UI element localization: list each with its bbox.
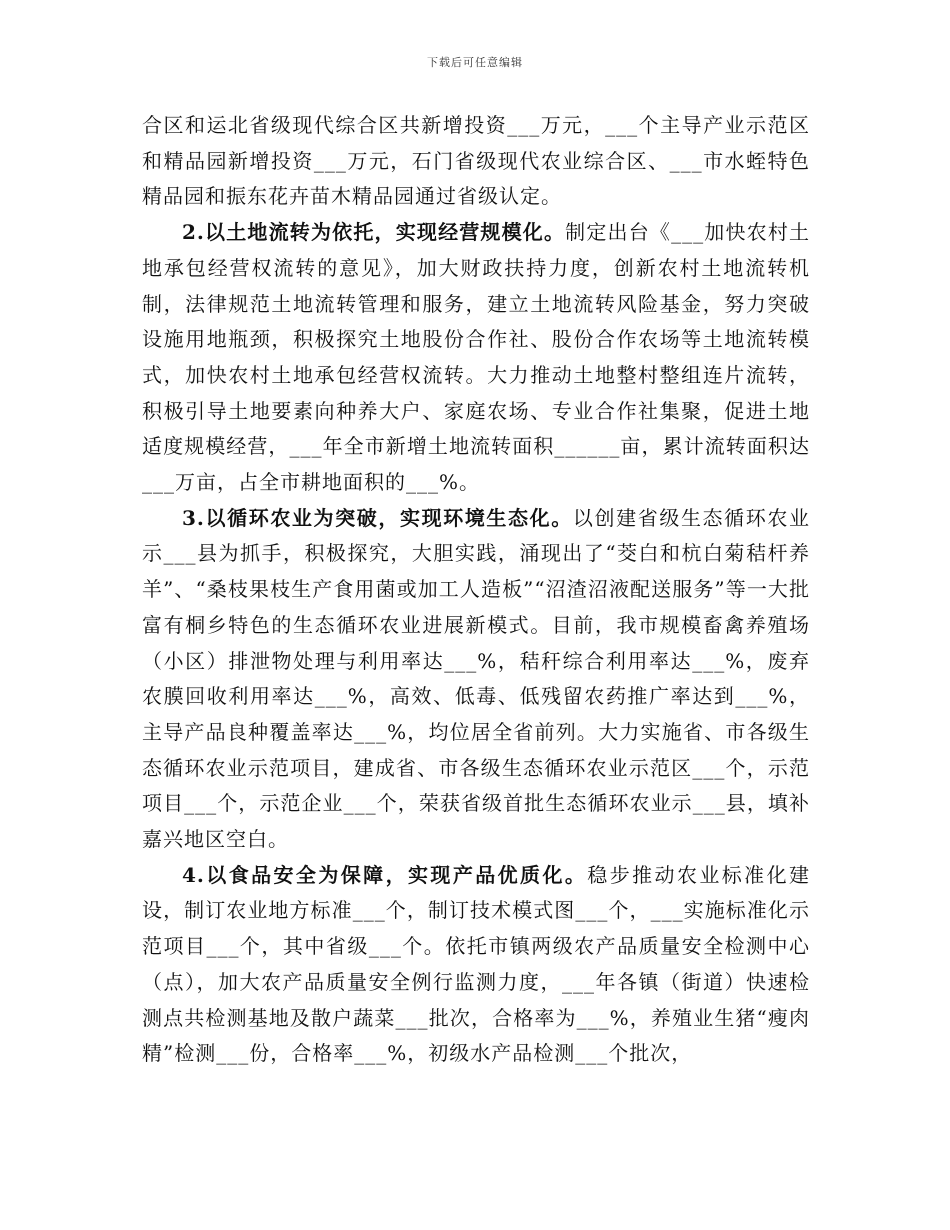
section-heading-land-transfer: 2.以土地流转为依托，实现经营规模化。 — [182, 220, 566, 245]
paragraph-text: 以创建省级生态循环农业示___县为抓手，积极探究，大胆实践，涌现出了“茭白和杭白菊秸杆养羊”、“桑枝果枝生产食用菌或加工人造板”“沼渣沼液配送服务”等一大批富有桐乡特色的生态循环农业进展新模式。目前，我市规模畜禽养殖场（小区）排泄物处理与利用率达___%，秸秆综合利用率达___%，废弃农膜回收利用率达___%，高效、低毒、低残留农药推广率达到___%，主导产品良种覆盖率达___%，均位居全省前列。大力实施省、市各级生态循环农业示范项目，建成省、市各级生态循环农业示范区___个，示范项目___个，示范企业___个，荣获省级首批生态循环农业示___县，填补嘉兴地区空白。 — [142, 505, 811, 852]
paragraph-continuation — [142, 108, 810, 215]
paragraph-food-safety — [142, 858, 810, 1072]
paragraph-land-transfer — [142, 215, 810, 501]
document-body — [142, 108, 810, 1072]
paragraph-text: 稳步推动农业标准化建设，制订农业地方标准___个，制订技术模式图___个，___实施标准化示范项目___个，其中省级___个。依托市镇两级农产品质量安全检测中心（点），加大农产品质量安全例行监测力度，___年各镇（街道）快速检测点共检测基地及散户蔬菜___批次，合格率为___%，养殖业生猪“瘦肉精”检测___份，合格率___%，初级水产品检测___个批次， — [142, 862, 810, 1066]
paragraph-text: 制定出台《___加快农村土地承包经营权流转的意见》，加大财政扶持力度，创新农村土地流转机制，法律规范土地流转管理和服务，建立土地流转风险基金，努力突破设施用地瓶颈，积极探究土地股份合作社、股份合作农场等土地流转模式，加快农村土地承包经营权流转。大力推动土地整村整组连片流转，积极引导土地要素向种养大户、家庭农场、专业合作社集聚，促进土地适度规模经营，___年全市新增土地流转面积______亩，累计流转面积达___万亩，占全市耕地面积的___%。 — [142, 220, 810, 495]
page-header: 下载后可任意编辑 — [427, 56, 523, 69]
paragraph-text: 合区和运北省级现代综合区共新增投资___万元，___个主导产业示范区和精品园新增投资___万元，石门省级现代农业综合区、___市水蛭特色精品园和振东花卉苗木精品园通过省级认定。 — [142, 113, 810, 209]
section-heading-food-safety: 4.以食品安全为保障，实现产品优质化。 — [182, 862, 588, 887]
paragraph-circular-agriculture — [142, 501, 810, 858]
section-heading-circular-agriculture: 3.以循环农业为突破，实现环境生态化。 — [182, 505, 573, 530]
